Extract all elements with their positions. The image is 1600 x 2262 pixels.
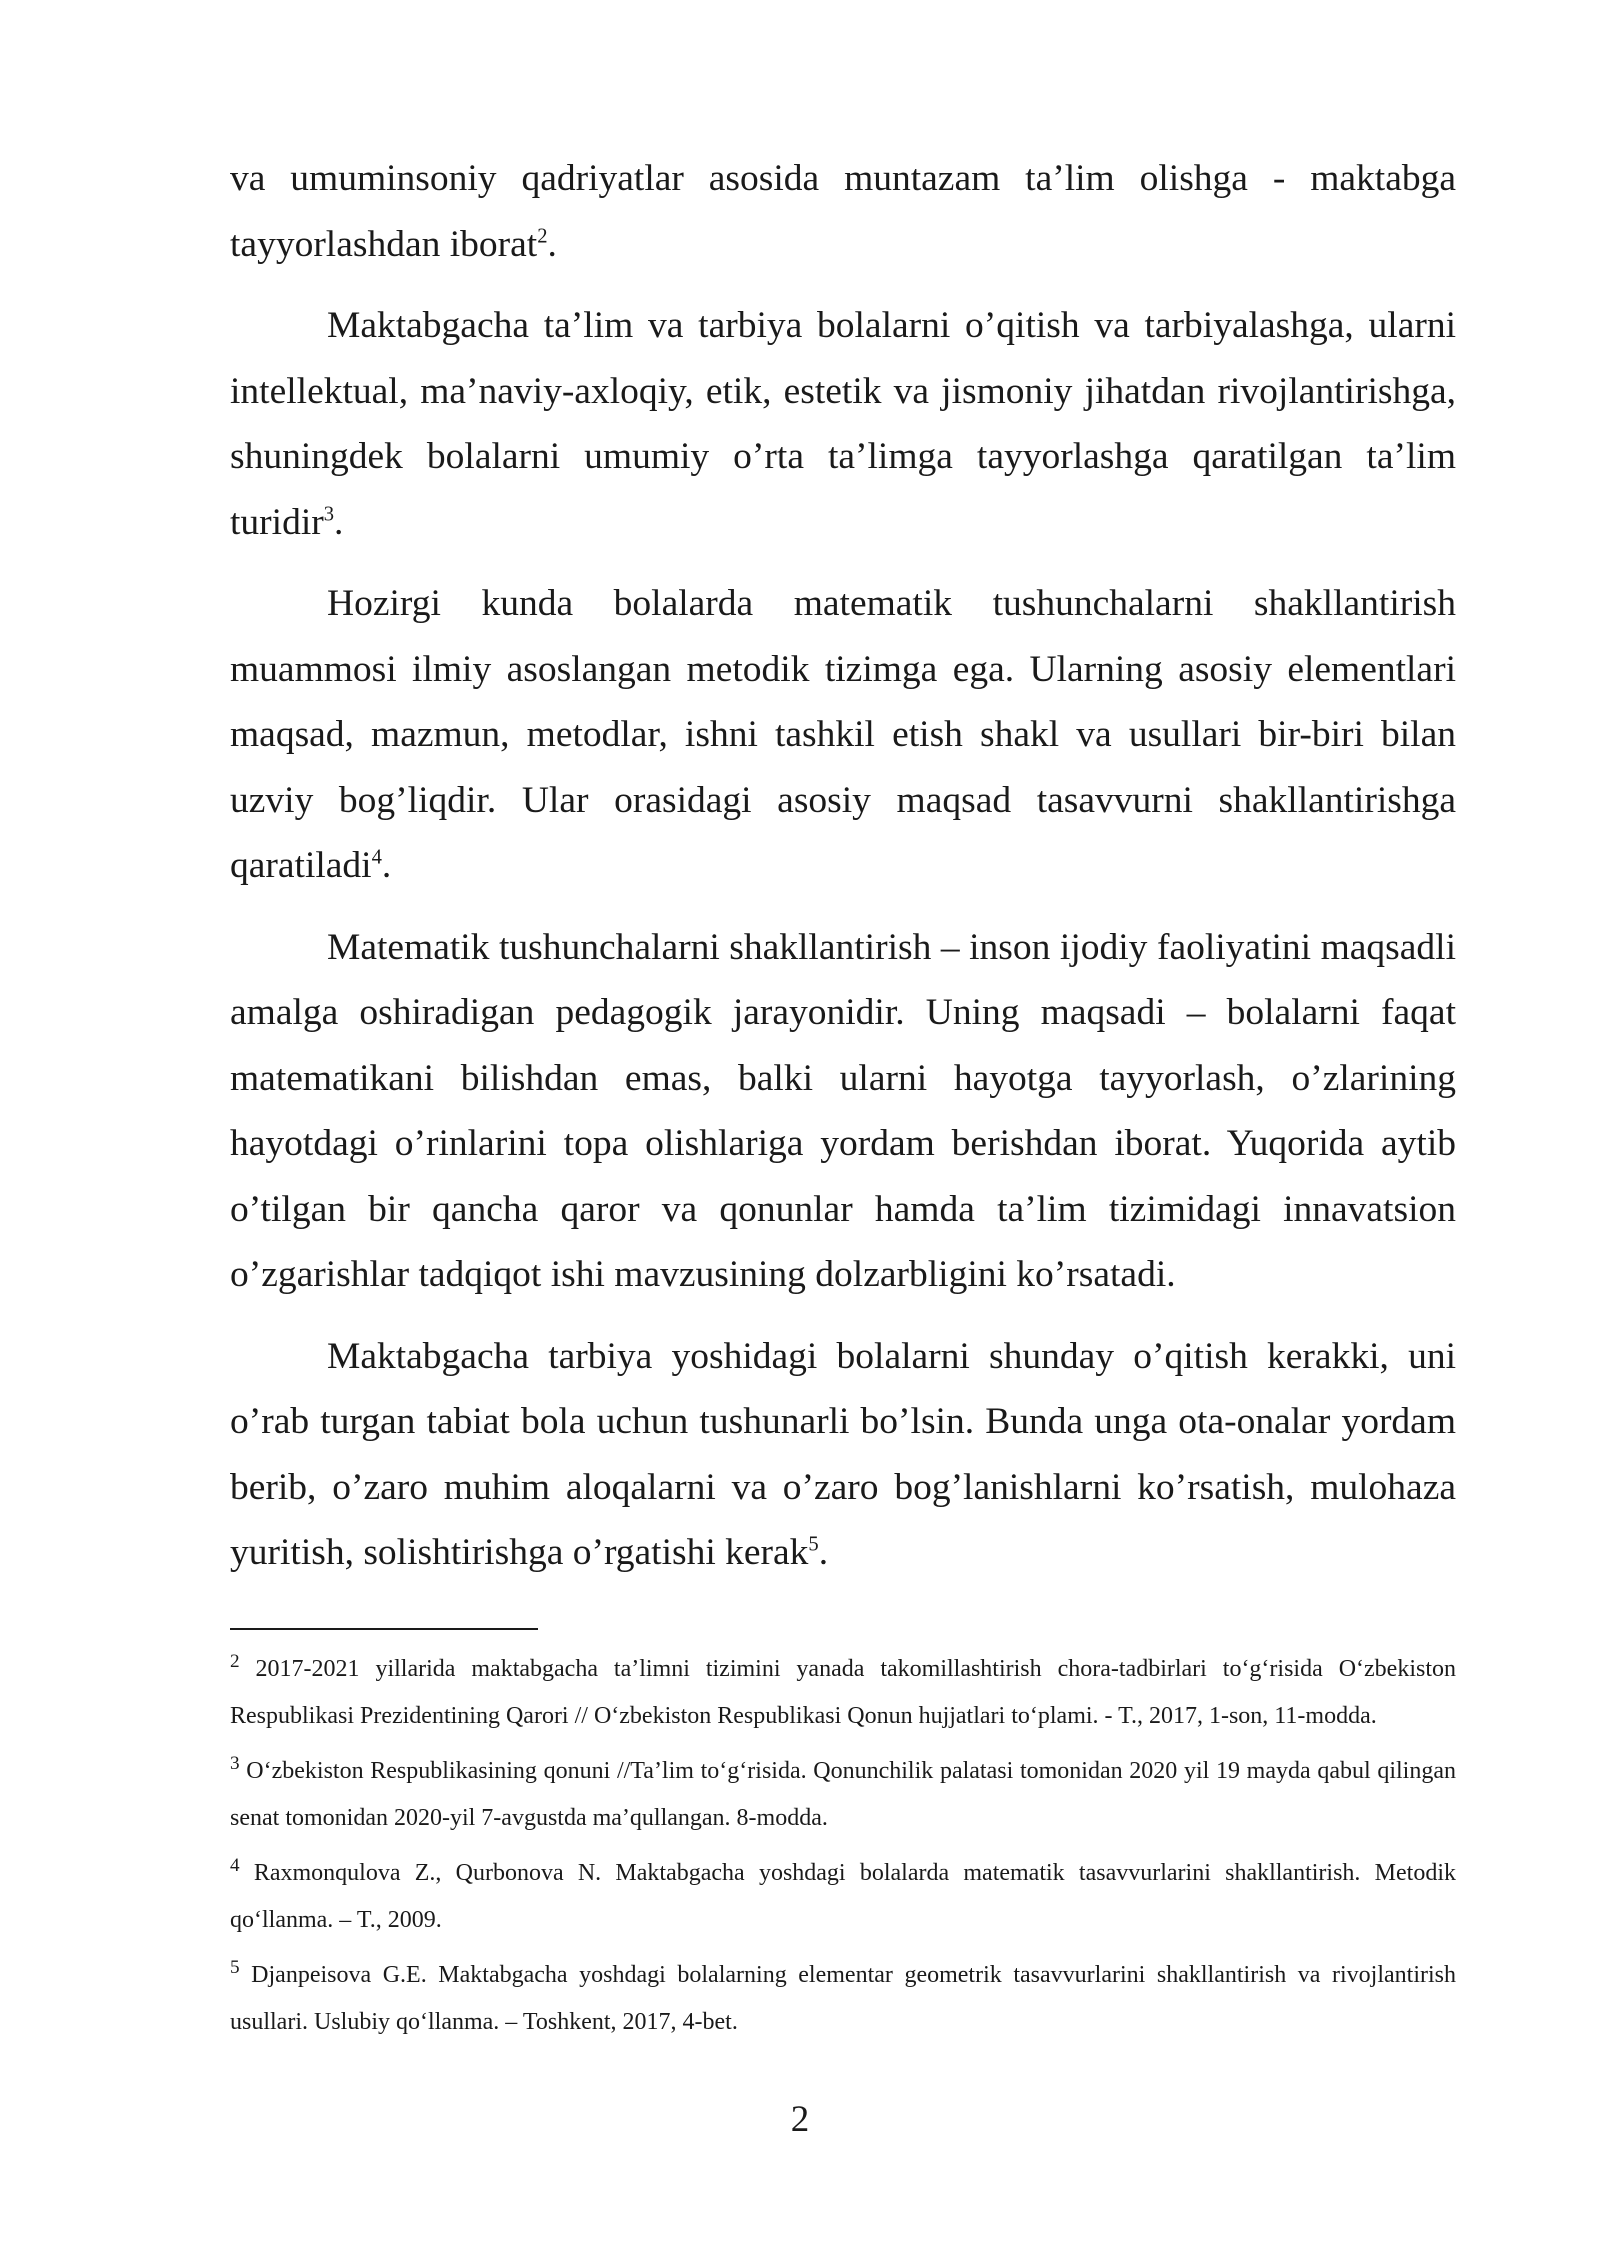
- body-paragraph-5: [230, 1324, 1456, 1586]
- footnote-2: [230, 1646, 1456, 1740]
- paragraph-text: Hozirgi kunda bolalarda matematik tushunchalarni shakllantirish muammosi ilmiy asoslangan metodik tizimga ega. Ularning asosiy elementlari maqsad, mazmun, metodlar, ishni tashkil etish shakl va usullari bir-biri bilan uzviy bog’liqdir. Ular orasidagi asosiy maqsad tasavvurni shakllantirishga qaratiladi: [230, 583, 1456, 886]
- paragraph-text: Matematik tushunchalarni shakllantirish – inson ijodiy faoliyatini maqsadli amalga oshiradigan pedagogik jarayonidir. Uning maqsadi – bolalarni faqat matematikani bilishdan emas, balki ularni hayotga tayyorlash, o’zlarining hayotdagi o’rinlarini topa olishlariga yordam berishdan iborat. Yuqorida aytib o’tilgan bir qancha qaror va qonunlar hamda ta’lim tizimidagi innavatsion o’zgarishlar tadqiqot ishi mavzusining dolzarbligini ko’rsatadi.: [230, 926, 1456, 1295]
- footnote-reference-2[interactable]: 2: [537, 225, 548, 247]
- paragraph-tail: .: [381, 845, 392, 886]
- footnote-reference-5[interactable]: 5: [808, 1533, 819, 1556]
- footnote-4: [230, 1850, 1456, 1944]
- footnote-text: Djanpeisova G.E. Maktabgacha yoshdagi bolalarning elementar geometrik tasavvurlarini shakllantirish va rivojlantirish usullari. Uslubiy qo‘llanma. – Toshkent, 2017, 4-bet.: [230, 1961, 1456, 2035]
- paragraph-text: Maktabgacha tarbiya yoshidagi bolalarni shunday o’qitish kerakki, uni o’rab turgan tabiat bola uchun tushunarli bo’lsin. Bunda unga ota-onalar yordam berib, o’zaro muhim aloqalarni va o’zaro bog’lanishlarni ko’rsatish, mulohaza yuritish, solishtirishga o’rgatishi kerak: [230, 1335, 1456, 1573]
- body-paragraph-4: [230, 915, 1456, 1308]
- footnote-reference-3[interactable]: 3: [323, 503, 335, 525]
- footnote-text: O‘zbekiston Respublikasining qonuni //Ta’lim to‘g‘risida. Qonunchilik palatasi tomonidan 2020 yil 19 mayda qabul qilingan senat tomonidan 2020-yil 7-avgustda ma’qullangan. 8-modda.: [230, 1757, 1456, 1831]
- paragraph-tail: .: [547, 223, 557, 265]
- footnote-mark: 2: [230, 1650, 240, 1672]
- page-number: 2: [790, 2099, 810, 2140]
- paragraph-tail: .: [334, 501, 344, 543]
- body-paragraph-1: [230, 146, 1456, 277]
- footnote-3: [230, 1748, 1456, 1842]
- body-paragraph-2: [230, 293, 1456, 555]
- paragraph-tail: .: [818, 1532, 829, 1573]
- paragraph-text: Maktabgacha ta’lim va tarbiya bolalarni o’qitish va tarbiyalashga, ularni intellektual, ma’naviy-axloqiy, etik, estetik va jismoniy jihatdan rivojlantirishga, shuningdek bolalarni umumiy o’rta ta’limga tayyorlashga qaratilgan ta’lim turidir: [230, 305, 1456, 543]
- footnote-text: Raxmonqulova Z., Qurbonova N. Maktabgacha yoshdagi bolalarda matematik tasavvurlarini shakllantirish. Metodik qo‘llanma. – T., 2009.: [230, 1859, 1456, 1933]
- footnote-text: 2017-2021 yillarida maktabgacha ta’limni tizimini yanada takomillashtirish chora-tadbirlari to‘g‘risida O‘zbekiston Respublikasi Prezidentining Qarori // O‘zbekiston Respublikasi Qonun hujjatlari to‘plami. - T., 2017, 1-son, 11-modda.: [230, 1655, 1456, 1729]
- body-paragraph-3: [230, 571, 1456, 899]
- footnote-mark: 5: [230, 1956, 240, 1978]
- paragraph-text: va umuminsoniy qadriyatlar asosida muntazam ta’lim olishga - maktabga tayyorlashdan iborat: [230, 158, 1456, 265]
- footnote-separator: [230, 1628, 538, 1630]
- document-page: [230, 146, 1456, 2054]
- footnote-reference-4[interactable]: 4: [371, 846, 382, 869]
- footnote-5: [230, 1952, 1456, 2046]
- footnote-mark: 3: [230, 1752, 240, 1774]
- footnote-mark: 4: [230, 1854, 240, 1876]
